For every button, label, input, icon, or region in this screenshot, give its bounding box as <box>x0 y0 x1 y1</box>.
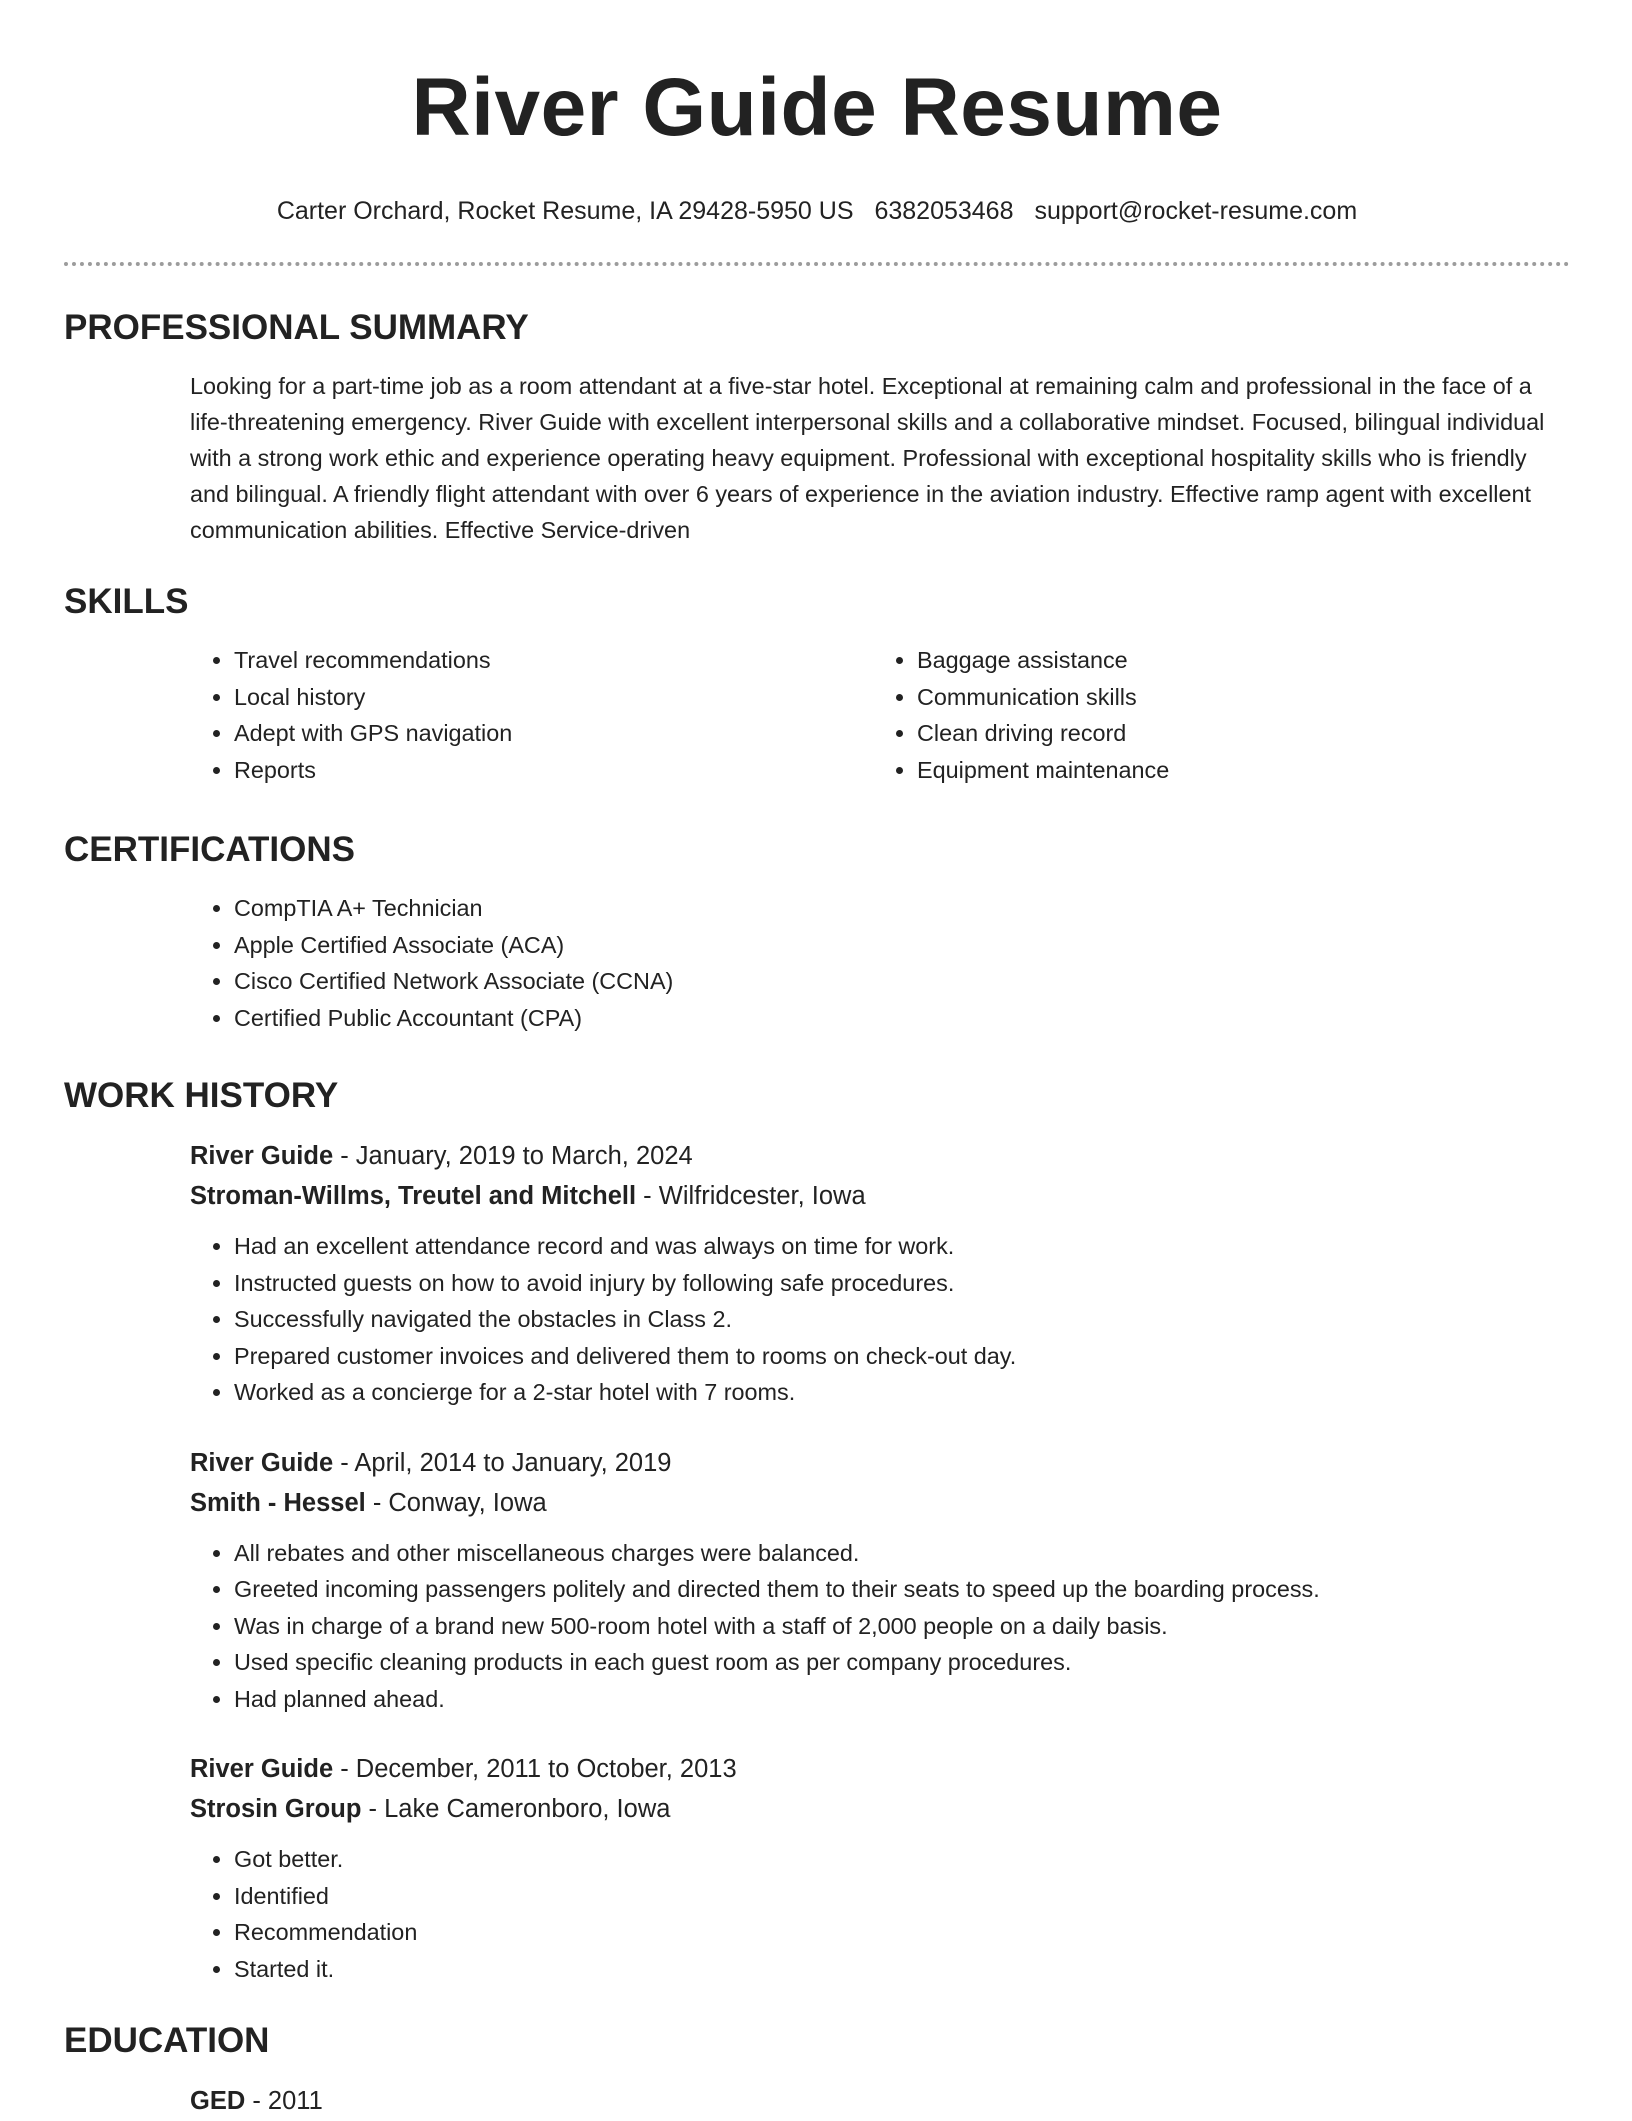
job-bullet: • Identified <box>234 1878 1556 1915</box>
job-bullet: • Got better. <box>234 1841 1556 1878</box>
job-location: - Conway, Iowa <box>365 1488 547 1517</box>
summary-heading: PROFESSIONAL SUMMARY <box>64 308 529 347</box>
summary-text: Looking for a part-time job as a room attendant at a five-star hotel. Exceptional at remaining calm and professional in the face of a life-threatening emergency. River Guide with excellent interpersonal skills and a collaborative mindset. Focused, bilingual individual with a strong work ethic and experience operating heavy equipment. Professional with exceptional hospitality skills who is friendly and bilingual. A friendly flight attendant with over 6 years of experience in the aviation industry. Effective ramp agent with excellent communication abilities. Effective Service-driven <box>190 373 1545 543</box>
job-company: Smith - Hessel <box>190 1488 366 1517</box>
certification-item: • CompTIA A+ Technician <box>234 890 1556 927</box>
skills-list-left <box>190 642 873 788</box>
education-heading: EDUCATION <box>64 2021 270 2060</box>
certifications-heading: CERTIFICATIONS <box>64 830 356 869</box>
job-bullet: • Prepared customer invoices and delivered them to rooms on check-out day. <box>234 1338 1556 1375</box>
contact-email: support@rocket-resume.com <box>1034 197 1358 225</box>
education-degree: GED <box>190 2087 246 2115</box>
education-section <box>64 2019 1570 2121</box>
job-dates: - April, 2014 to January, 2019 <box>333 1448 672 1477</box>
resume-title: River Guide Resume <box>411 62 1223 153</box>
education-year: - 2011 <box>245 2087 323 2115</box>
job-bullets <box>190 1535 1556 1718</box>
job-entry <box>190 1749 1556 1987</box>
contact-line <box>64 196 1570 226</box>
job-company: Strosin Group <box>190 1795 362 1823</box>
job-bullet: • Had planned ahead. <box>234 1681 1556 1718</box>
job-company-line <box>190 1483 1556 1523</box>
header-divider <box>64 262 1570 266</box>
job-bullet: • Started it. <box>234 1951 1556 1988</box>
certification-item: • Certified Public Accountant (CPA) <box>234 1000 1556 1037</box>
job-bullets <box>190 1228 1556 1411</box>
job-bullet: • All rebates and other miscellaneous charges were balanced. <box>234 1535 1556 1572</box>
work-history-heading: WORK HISTORY <box>64 1076 339 1115</box>
job-bullet: • Greeted incoming passengers politely and directed them to their seats to speed up the boarding process. <box>234 1571 1556 1608</box>
job-dates: - December, 2011 to October, 2013 <box>333 1755 737 1783</box>
job-title: River Guide <box>190 1142 334 1170</box>
contact-phone: 6382053468 <box>874 197 1014 225</box>
skill-item: • Reports <box>234 752 873 789</box>
certification-item: • Cisco Certified Network Associate (CCNA) <box>234 963 1556 1000</box>
job-title-line <box>190 1443 1556 1483</box>
job-bullet: • Successfully navigated the obstacles in Class 2. <box>234 1301 1556 1338</box>
job-title-line <box>190 1749 1556 1789</box>
skill-item: • Local history <box>234 679 873 716</box>
skills-section <box>64 580 1570 788</box>
job-bullet: • Worked as a concierge for a 2-star hotel with 7 rooms. <box>234 1374 1556 1411</box>
skill-item: • Baggage assistance <box>917 642 1556 679</box>
certification-item: • Apple Certified Associate (ACA) <box>234 927 1556 964</box>
job-title: River Guide <box>190 1448 334 1477</box>
job-bullet: • Used specific cleaning products in each guest room as per company procedures. <box>234 1644 1556 1681</box>
skill-item: • Clean driving record <box>917 715 1556 752</box>
job-bullet: • Was in charge of a brand new 500-room hotel with a staff of 2,000 people on a daily basis. <box>234 1608 1556 1645</box>
education-line <box>190 2081 1556 2121</box>
summary-section <box>64 306 1570 548</box>
job-dates: - January, 2019 to March, 2024 <box>333 1142 693 1170</box>
job-bullet: • Had an excellent attendance record and was always on time for work. <box>234 1228 1556 1265</box>
job-entry <box>190 1136 1556 1411</box>
job-bullets <box>190 1841 1556 1987</box>
job-company: Stroman-Willms, Treutel and Mitchell <box>190 1182 637 1210</box>
contact-address: Carter Orchard, Rocket Resume, IA 29428-5950 US <box>276 197 854 225</box>
job-entry <box>190 1443 1556 1718</box>
skill-item: • Communication skills <box>917 679 1556 716</box>
skill-item: • Equipment maintenance <box>917 752 1556 789</box>
certifications-section <box>64 828 1570 1036</box>
job-location: - Wilfridcester, Iowa <box>636 1182 866 1210</box>
skills-grid <box>190 642 1556 788</box>
job-location: - Lake Cameronboro, Iowa <box>361 1795 671 1823</box>
job-company-line <box>190 1176 1556 1216</box>
work-history-section <box>64 1074 1570 1987</box>
skills-heading: SKILLS <box>64 582 189 621</box>
skill-item: • Adept with GPS navigation <box>234 715 873 752</box>
job-title-line <box>190 1136 1556 1176</box>
job-title: River Guide <box>190 1755 334 1783</box>
skills-list-right <box>873 642 1556 788</box>
job-bullet: • Instructed guests on how to avoid injury by following safe procedures. <box>234 1265 1556 1302</box>
resume-page <box>64 0 1570 2121</box>
skill-item: • Travel recommendations <box>234 642 873 679</box>
job-company-line <box>190 1789 1556 1829</box>
job-bullet: • Recommendation <box>234 1914 1556 1951</box>
certifications-list <box>190 890 1556 1036</box>
